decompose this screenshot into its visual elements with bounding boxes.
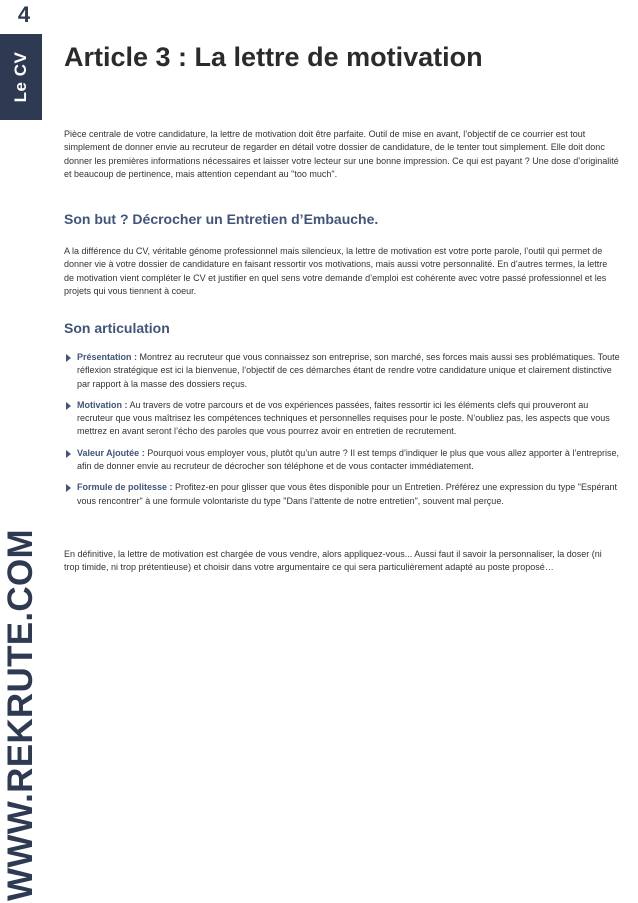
list-item-text: Montrez au recruteur que vous connaissez son entreprise, son marché, ses forces mais aussi ses problématiques. Toute réflexion stratégique est ici la bienvenue, l’objectif de ces démarches étant de rendre votre candidature unique et clairement distinctive par rapport à la masse des dossiers reçus. — [77, 352, 620, 389]
section-tab — [0, 34, 42, 120]
list-item-text: Au travers de votre parcours et de vos expériences passées, faites ressortir ici les éléments clefs qui prouveront au recruteur que vous maîtrisez les compétences techniques et personnelles requises pour le poste. N’oubliez pas, les aspects que vous mettrez en avant seront l’écho des paroles que vous pourrez avoir en entretien de recrutement. — [77, 399, 610, 437]
intro-paragraph: Pièce centrale de votre candidature, la lettre de motivation doit être parfaite. Outil de mise en avant, l’objectif de ce courrier est tout simplement de donner envie au recruteur de regarder en détail votre dossier de candidature, de le tenter tout simplement. Elle doit donc donner les premières informations nécessaires et laisser votre lecteur sur une bonne impression. Ce qui est payant ? Une dose d’originalité et beaucoup de pertinence, mais attention cependant au "too much". — [64, 129, 619, 179]
page-number: 4 — [17, 2, 31, 27]
list-item — [64, 399, 624, 439]
triangle-bullet-icon — [66, 484, 71, 492]
list-item-text: Pourquoi vous employer vous, plutôt qu’un autre ? Il est temps d’indiquer le plus que vous allez apporter à l’entreprise, afin de donner envie au recruteur de décrocher son téléphone et de vous contacter immédiatement. — [77, 447, 619, 472]
list-item — [64, 481, 624, 508]
section-tab-label: Le CV — [11, 51, 30, 103]
section-heading-articulation: Son articulation — [64, 320, 170, 336]
sidebar — [0, 0, 50, 903]
articulation-list — [64, 351, 624, 516]
article-title: Article 3 : La lettre de motivation — [64, 42, 483, 72]
section-paragraph-but: A la différence du CV, véritable génome professionnel mais silencieux, la lettre de motivation est votre porte parole, l’outil qui permet de donner vie à votre dossier de candidature en faisant ressortir vos motivations, mais aussi votre personnalité. En d’autres termes, la lettre de motivation vient compléter le CV et justifier en quel sens votre demande d’emploi est cohérente avec votre passé professionnel et les projets qui vous tiennent à coeur. — [64, 246, 608, 296]
triangle-bullet-icon — [66, 402, 71, 410]
conclusion-paragraph: En définitive, la lettre de motivation est chargée de vous vendre, alors appliquez-vous... Aussi faut il savoir la personnaliser, la doser (ni trop timide, ni trop prétentieuse) et choisir dans votre argumentaire ce qui sera particulièrement adapté au poste proposé… — [64, 549, 602, 573]
list-item-term: Valeur Ajoutée : — [77, 447, 145, 458]
list-item-term: Formule de politesse : — [77, 482, 173, 493]
list-item-term: Présentation : — [77, 352, 138, 362]
list-item — [64, 351, 624, 391]
list-item-term: Motivation : — [77, 399, 128, 410]
section-heading-but: Son but ? Décrocher un Entretien d’Embauche. — [64, 211, 379, 227]
website-url: WWW.REKRUTE.COM — [1, 529, 40, 901]
triangle-bullet-icon — [66, 354, 71, 362]
triangle-bullet-icon — [66, 450, 71, 458]
list-item — [64, 447, 624, 474]
list-item-text: Profitez-en pour glisser que vous êtes disponible pour un Entretien. Préférez une expression du type "Espérant vous rencontrer" à une formule volontariste du type "Dans l’attente de notre entretien", souvent mal perçue. — [77, 482, 617, 506]
